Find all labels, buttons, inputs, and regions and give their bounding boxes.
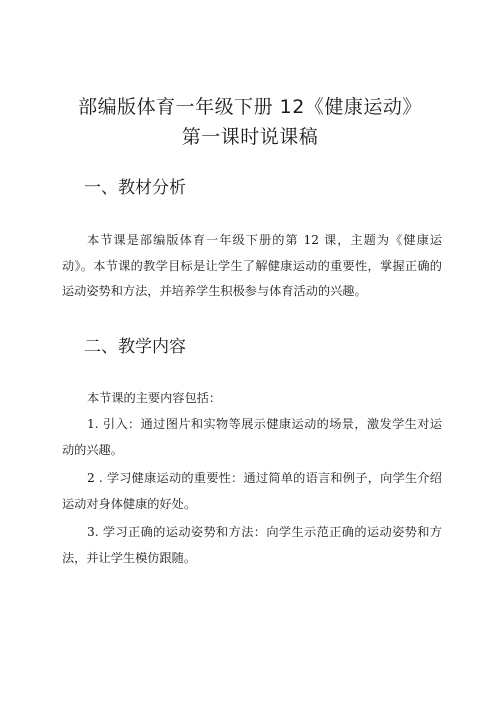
list-item: 2 . 学习健康运动的重要性：通过简单的语言和例子，向学生介绍运动对身体健康的好处。 bbox=[62, 471, 442, 511]
textbook-analysis-paragraph: 本节课是部编版体育一年级下册的第 12 课，主题为《健康运动》。本节课的教学目标是让学生了解健康运动的重要性，掌握正确的运动姿势和方法，并培养学生积极参与体育活动的兴趣。 bbox=[62, 233, 442, 298]
list-item: 3. 学习正确的运动姿势和方法：向学生示范正确的运动姿势和方法，并让学生模仿跟随。 bbox=[62, 525, 442, 565]
list-item: 1. 引入：通过图片和实物等展示健康运动的场景，激发学生对运动的兴趣。 bbox=[62, 417, 442, 457]
document-title bbox=[0, 92, 500, 152]
section-heading-teaching-content: 二、教学内容 bbox=[84, 337, 186, 357]
title-line-2: 第一课时说课稿 bbox=[181, 126, 319, 148]
section-heading-textbook-analysis: 一、教材分析 bbox=[84, 178, 186, 198]
teaching-content-intro: 本节课的主要内容包括： bbox=[87, 391, 222, 405]
title-line-1: 部编版体育一年级下册 12《健康运动》 bbox=[78, 96, 422, 118]
